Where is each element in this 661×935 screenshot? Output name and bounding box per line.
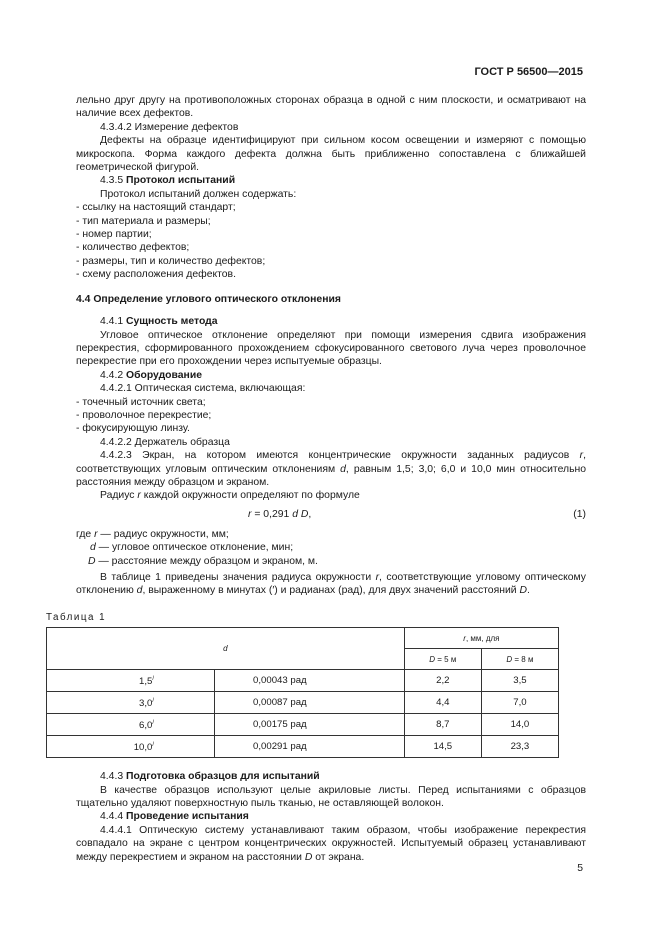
section-title: Сущность метода	[126, 316, 218, 328]
text-run: = 0,291	[251, 508, 293, 520]
list-item: - количество дефектов;	[76, 242, 190, 254]
text-run: Радиус	[100, 490, 138, 502]
text-run: .	[526, 585, 530, 597]
text-run: d	[340, 463, 346, 475]
text-run: /	[152, 698, 155, 705]
section-number: 4.4.2	[100, 369, 126, 381]
section-title: Подготовка образцов для испытаний	[126, 771, 320, 783]
list-item: - номер партии;	[76, 229, 152, 241]
text-run: — расстояние между образцом и экраном, м.	[95, 555, 318, 567]
where-line	[76, 541, 586, 554]
table-cell: 3,5	[481, 670, 558, 692]
table-row	[47, 670, 559, 692]
text-run: ,	[308, 508, 312, 520]
paragraph	[76, 824, 586, 864]
section-number: 4.3.5	[100, 175, 126, 187]
formula-expression	[248, 508, 311, 521]
paragraph: Дефекты на образце идентифицируют при сильном косом освещении и измеряют с помощью микроскопа. Форма каждого дефекта должна быть приближенно сопоставлена с ближайшей геометрической фигурой.	[76, 135, 586, 174]
section-number: 4.4.1	[100, 316, 126, 328]
page-number: 5	[577, 863, 583, 874]
paragraph: 4.4.2.1 Оптическая система, включающая:	[100, 383, 306, 395]
text-run: r	[137, 490, 141, 502]
text-run: d D	[292, 508, 309, 520]
section-number: 4.4.4	[100, 811, 126, 823]
text-run: , равным 1,5; 3,0; 6,0 и 10,0 мин относительно расстояния между образцом и экраном.	[76, 463, 586, 488]
table-cell: 0,00043 рад	[215, 670, 405, 692]
text-run: = 5 м	[435, 654, 457, 664]
text-run: = 8 м	[512, 654, 534, 664]
table-caption: Таблица 1	[46, 611, 107, 623]
text-run: от экрана.	[312, 851, 365, 863]
table-cell	[47, 736, 215, 758]
document-header: ГОСТ Р 56500—2015	[474, 66, 583, 78]
list-item: - размеры, тип и количество дефектов;	[76, 255, 266, 267]
table-row	[47, 692, 559, 714]
text-run: 6,0	[139, 720, 153, 732]
table-cell: 14,0	[481, 714, 558, 736]
table-header-row	[47, 628, 559, 649]
section-title: Протокол испытаний	[126, 175, 236, 187]
subsection-heading	[76, 770, 586, 783]
text-run: 1,5	[139, 676, 153, 688]
section-heading: 4.4 Определение углового оптического отклонения	[76, 293, 341, 305]
table-header-cell: d	[47, 628, 405, 670]
text-run: d	[90, 542, 96, 554]
text-run: — угловое оптическое отклонение, мин;	[95, 542, 294, 554]
text-run: D	[519, 585, 527, 597]
table-header-cell	[404, 628, 558, 649]
table-cell: 0,00175 рад	[215, 714, 405, 736]
text-run: 3,0	[139, 698, 153, 710]
table-cell	[47, 692, 215, 714]
subsection-heading	[76, 174, 586, 187]
where-line	[76, 528, 586, 541]
text-run: , соответствующих угловым оптическим отклонениям	[76, 450, 586, 475]
formula-number: (1)	[573, 508, 586, 520]
text-run: r	[579, 450, 584, 462]
text-run: — радиус окружности, мм;	[97, 528, 229, 540]
text-run: 10,0	[133, 742, 153, 754]
text-run: /	[152, 676, 155, 683]
text-run: D	[506, 654, 513, 664]
list-item: - фокусирующую линзу.	[76, 423, 190, 435]
table-header-cell	[404, 649, 481, 670]
text-run: 4.4.4.1 Оптическую систему устанавливают таким образом, чтобы изображение перекрестия совпадало на экране с центром концентрических окружностей. Испытуемый образец устанавливают между перекрестием и экраном на расстоянии	[76, 824, 586, 863]
subsection-heading	[76, 315, 586, 328]
list-item: - проволочное перекрестие;	[76, 409, 212, 421]
text-run: D	[304, 851, 313, 863]
text-run: каждой окружности определяют по формуле	[140, 490, 360, 502]
section-title: Проведение испытания	[126, 811, 249, 823]
paragraph: В качестве образцов используют целые акриловые листы. Перед испытаниями с образцов тщательно удаляют поверхностную пыль тканью, не оставляющей волокон.	[76, 784, 586, 810]
text-run: d	[136, 585, 143, 597]
list-item: - тип материала и размеры;	[76, 215, 211, 227]
table-cell: 4,4	[404, 692, 481, 714]
text-run: r	[375, 572, 380, 583]
data-table	[46, 627, 559, 758]
table-cell: 23,3	[481, 736, 558, 758]
table-cell	[47, 670, 215, 692]
table-cell	[47, 714, 215, 736]
paragraph: Угловое оптическое отклонение определяют при помощи измерения сдвига изображения перекрестия, сформированного прохождением сфокусированного светового луча через проволочное перекрестие при его прохождении через испытуемые образцы.	[76, 329, 586, 368]
text-run: 4.4.2.3 Экран, на котором имеются концентрические окружности заданных радиусов	[100, 450, 580, 462]
subsection-heading	[76, 810, 586, 823]
subsection-heading	[76, 369, 586, 382]
paragraph: Протокол испытаний должен содержать:	[100, 188, 297, 200]
where-line	[76, 555, 586, 568]
section-number: 4.4.3	[100, 771, 126, 783]
text-run: , соответствующие угловому оптическому отклонению	[76, 572, 586, 597]
paragraph: 4.4.2.2 Держатель образца	[100, 436, 230, 448]
list-item: - точечный источник света;	[76, 396, 206, 408]
table-header-cell	[481, 649, 558, 670]
paragraph	[76, 489, 586, 502]
text-run: , мм, для	[465, 633, 500, 643]
table-cell: 0,00291 рад	[215, 736, 405, 758]
text-run: /	[152, 742, 155, 749]
text-run: r	[94, 528, 98, 540]
text-run: , выраженному в минутах (′) и радианах (рад), для двух значений расстояний	[142, 585, 520, 597]
text-run: D	[429, 654, 436, 664]
text-run: В таблице 1 приведены значения радиуса окружности	[100, 572, 376, 583]
table-cell: 14,5	[404, 736, 481, 758]
list-item: - ссылку на настоящий стандарт;	[76, 202, 236, 214]
subsection-heading: 4.3.4.2 Измерение дефектов	[100, 121, 239, 133]
text-run: r	[248, 508, 252, 520]
table-cell: 7,0	[481, 692, 558, 714]
table-cell: 8,7	[404, 714, 481, 736]
paragraph: лельно друг другу на противоположных сторонах образца в одной с ним плоскости, и осматривают на наличие всех дефектов.	[76, 95, 586, 120]
paragraph	[76, 571, 586, 598]
table-cell: 2,2	[404, 670, 481, 692]
page-body	[46, 94, 586, 864]
table-cell: 0,00087 рад	[215, 692, 405, 714]
text-run: D	[88, 555, 96, 567]
text-run: r	[463, 633, 466, 643]
formula	[76, 508, 586, 522]
text-run: /	[152, 720, 155, 727]
text-run: где	[76, 528, 95, 540]
table-row	[47, 714, 559, 736]
list-item: - схему расположения дефектов.	[76, 269, 236, 281]
section-title: Оборудование	[126, 369, 202, 381]
paragraph	[76, 449, 586, 489]
table-row	[47, 736, 559, 758]
